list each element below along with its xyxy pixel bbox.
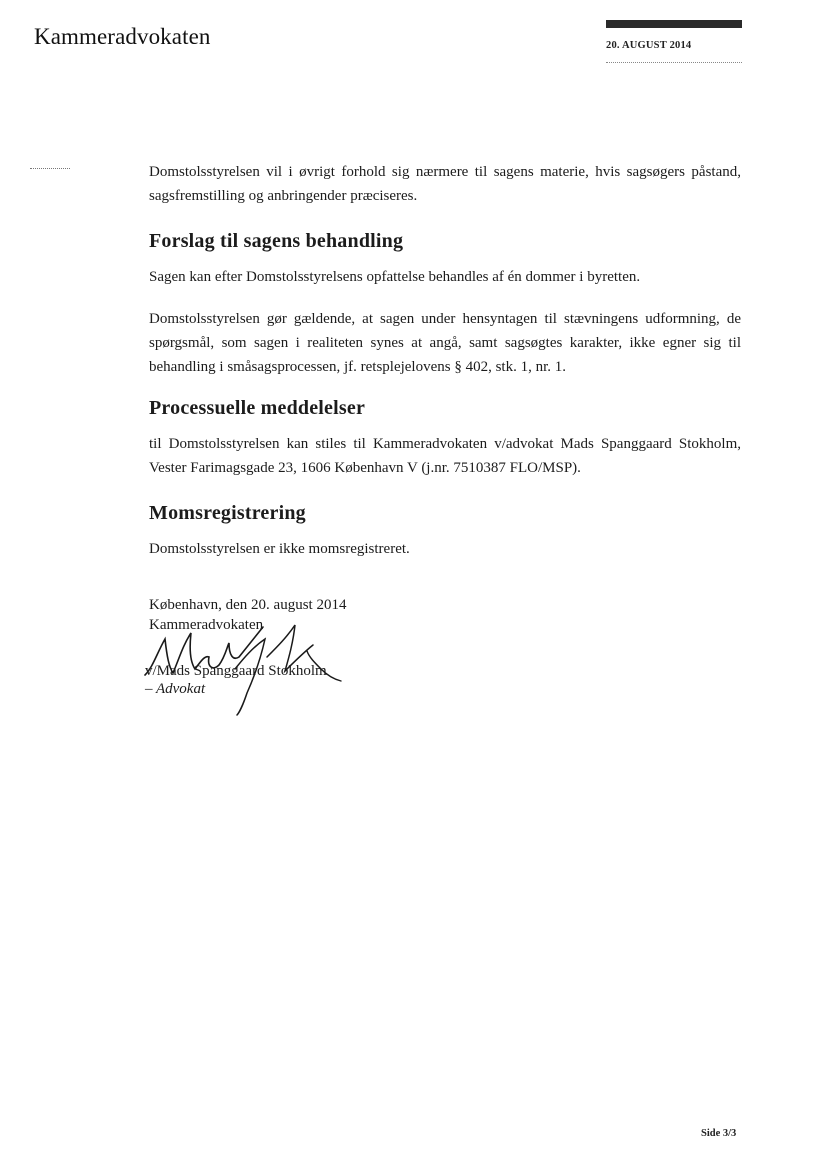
signer-title: – Advokat [145, 681, 206, 697]
header-bar [606, 20, 742, 28]
section-paragraph: Sagen kan efter Domstolsstyrelsens opfattelse behandles af én dommer i byretten. [149, 269, 641, 285]
page-number: Side 3/3 [701, 1128, 737, 1139]
closing-place-date: København, den 20. august 2014 [149, 597, 347, 613]
margin-mark [30, 168, 70, 169]
organization-logo-text: Kammeradvokaten [34, 24, 211, 49]
intro-paragraph: Domstolsstyrelsen vil i øvrigt forhold sig nærmere til sagens materie, hvis sagsøgers påstand, sagsfremstilling og anbringender præciseres. [149, 164, 741, 204]
signature-block [145, 635, 389, 699]
signer-name: v/Mads Spanggaard Stokholm [145, 663, 327, 679]
section-paragraph: til Domstolsstyrelsen kan stiles til Kammeradvokaten v/advokat Mads Spanggaard Stokholm, Vester Farimagsgade 23, 1606 København V (j.nr. 7510387 FLO/MSP). [149, 436, 741, 476]
section-heading-momsregistrering: Momsregistrering [149, 502, 306, 524]
date-divider [606, 62, 742, 63]
section-heading-behandling: Forslag til sagens behandling [149, 230, 404, 252]
section-heading-meddelelser: Processuelle meddelelser [149, 397, 366, 419]
document-body [145, 160, 741, 699]
section-paragraph: Domstolsstyrelsen gør gældende, at sagen under hensyntagen til stævningens udformning, de spørgsmål, som sagen i realiteten synes at angå, samt sagsøgtes karakter, ikke egner sig til behandling i småsagsprocessen, jf. retsplejelovens § 402, stk. 1, nr. 1. [149, 311, 741, 375]
document-date: 20. AUGUST 2014 [606, 40, 692, 51]
closing-organization: Kammeradvokaten [149, 617, 264, 633]
section-paragraph: Domstolsstyrelsen er ikke momsregistreret. [149, 541, 410, 557]
